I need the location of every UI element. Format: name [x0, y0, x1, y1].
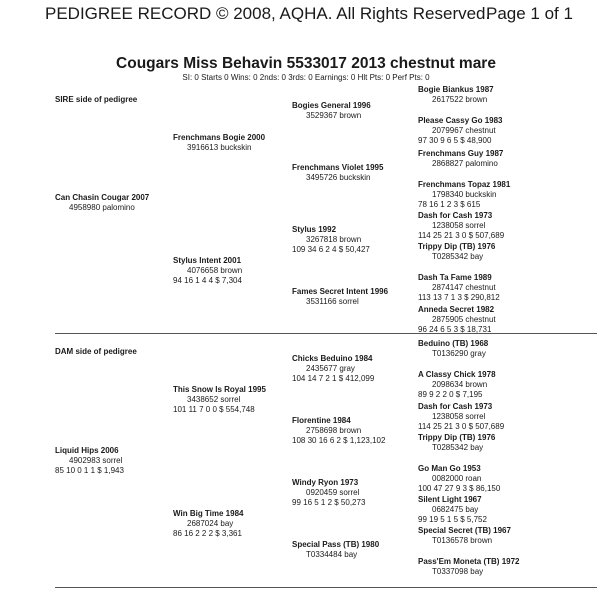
- sire-dam-horse: [173, 256, 242, 286]
- horse-name: Anneda Secret 1982: [418, 305, 495, 314]
- horse-name: Chicks Beduino 1984: [292, 354, 373, 363]
- horse-registration: 3438652 sorrel: [187, 395, 241, 404]
- bottom-divider: [55, 587, 597, 588]
- sire-g4-horse: [418, 273, 500, 303]
- horse-name: Dash for Cash 1973: [418, 402, 493, 411]
- horse-record: 86 16 2 2 2 $ 3,361: [173, 529, 242, 538]
- horse-record: 114 25 21 3 0 $ 507,689: [418, 422, 505, 431]
- dam-g4-horse: [418, 370, 496, 400]
- horse-record: 109 34 6 2 4 $ 50,427: [292, 245, 370, 254]
- dam-g4-horse: [418, 526, 511, 546]
- horse-name: Frenchmans Guy 1987: [418, 149, 504, 158]
- horse-record: 113 13 7 1 3 $ 290,812: [418, 293, 500, 302]
- horse-registration: 2435677 gray: [306, 364, 355, 373]
- horse-registration: 3529367 brown: [306, 111, 362, 120]
- horse-name: Frenchmans Violet 1995: [292, 163, 384, 172]
- horse-name: Trippy Dip (TB) 1976: [418, 433, 496, 442]
- horse-registration: 1798340 buckskin: [432, 190, 497, 199]
- horse-name: Special Pass (TB) 1980: [292, 540, 380, 549]
- horse-registration: T0337098 bay: [432, 567, 484, 576]
- horse-registration: 4958980 palomino: [69, 203, 135, 212]
- sire-g4-horse: [418, 85, 494, 105]
- horse-name: Dash Ta Fame 1989: [418, 273, 492, 282]
- sire-g3-horse: [292, 163, 383, 183]
- dam-side-label: DAM side of pedigree: [55, 347, 137, 356]
- horse-name: Frenchmans Topaz 1981: [418, 180, 511, 189]
- horse-name: Beduino (TB) 1968: [418, 339, 489, 348]
- horse-registration: 2079967 chestnut: [432, 126, 496, 135]
- horse-registration: 3495726 buckskin: [306, 173, 371, 182]
- horse-registration: 2758698 brown: [306, 426, 362, 435]
- horse-name: Liquid Hips 2006: [55, 446, 119, 455]
- horse-registration: 2875905 chestnut: [432, 315, 496, 324]
- horse-name: Special Secret (TB) 1967: [418, 526, 511, 535]
- horse-name: Florentine 1984: [292, 416, 351, 425]
- horse-name: A Classy Chick 1978: [418, 370, 496, 379]
- horse-name: Please Cassy Go 1983: [418, 116, 503, 125]
- dam-horse: [55, 446, 124, 476]
- horse-record: 114 25 21 3 0 $ 507,689: [418, 231, 505, 240]
- sire-g4-horse: [418, 116, 503, 146]
- dam-g4-horse: [418, 402, 504, 432]
- horse-record: 101 11 7 0 0 $ 554,748: [173, 405, 255, 414]
- horse-name: Dash for Cash 1973: [418, 211, 493, 220]
- sire-g4-horse: [418, 149, 503, 169]
- dam-g3-horse: [292, 478, 365, 508]
- dam-g3-horse: [292, 540, 379, 560]
- dam-g4-horse: [418, 464, 500, 494]
- horse-name: Trippy Dip (TB) 1976: [418, 242, 496, 251]
- horse-registration: T0136290 gray: [432, 349, 486, 358]
- document-header: PEDIGREE RECORD © 2008, AQHA. All Rights Reserved.: [45, 4, 491, 23]
- horse-registration: 2868827 palomino: [432, 159, 498, 168]
- horse-record: 85 10 0 1 1 $ 1,943: [55, 466, 124, 475]
- sire-g3-horse: [292, 287, 388, 307]
- sire-g4-horse: [418, 305, 496, 335]
- horse-title: Cougars Miss Behavin 5533017 2013 chestnut mare: [116, 55, 496, 72]
- horse-record: 99 16 5 1 2 $ 50,273: [292, 498, 366, 507]
- dam-g3-horse: [292, 354, 374, 384]
- horse-registration: 3531166 sorrel: [306, 297, 359, 306]
- horse-name: This Snow Is Royal 1995: [173, 385, 266, 394]
- dam-sire-horse: [173, 385, 266, 415]
- horse-registration: T0285342 bay: [432, 252, 484, 261]
- horse-registration: T0136578 brown: [432, 536, 493, 545]
- horse-registration: 2874147 chestnut: [432, 283, 496, 292]
- horse-name: Can Chasin Cougar 2007: [55, 193, 150, 202]
- horse-registration: T0285342 bay: [432, 443, 484, 452]
- horse-record: 104 14 7 2 1 $ 412,099: [292, 374, 375, 383]
- section-divider: [55, 333, 597, 334]
- sire-g3-horse: [292, 101, 371, 121]
- horse-record: 99 19 5 1 5 $ 5,752: [418, 515, 487, 524]
- horse-registration: 4902983 sorrel: [69, 456, 123, 465]
- horse-registration: T0334484 bay: [306, 550, 358, 559]
- horse-name: Go Man Go 1953: [418, 464, 481, 473]
- dam-dam-horse: [173, 509, 243, 539]
- horse-record: 100 47 27 9 3 $ 86,150: [418, 484, 501, 493]
- sire-g4-horse: [418, 180, 510, 210]
- horse-registration: 3916613 buckskin: [187, 143, 252, 152]
- horse-registration: 2617522 brown: [432, 95, 488, 104]
- horse-registration: 0682475 bay: [432, 505, 479, 514]
- horse-name: Silent Light 1967: [418, 495, 482, 504]
- horse-registration: 1238058 sorrel: [432, 221, 486, 230]
- horse-name: Stylus 1992: [292, 225, 337, 234]
- horse-registration: 3267818 brown: [306, 235, 362, 244]
- dam-g3-horse: [292, 416, 385, 446]
- horse-name: Bogies General 1996: [292, 101, 371, 110]
- horse-record: 108 30 16 6 2 $ 1,123,102: [292, 436, 386, 445]
- horse-registration: 0920459 sorrel: [306, 488, 360, 497]
- horse-name: Stylus Intent 2001: [173, 256, 242, 265]
- horse-name: Bogie Biankus 1987: [418, 85, 494, 94]
- horse-registration: 0082000 roan: [432, 474, 482, 483]
- dam-g4-horse: [418, 557, 520, 577]
- sire-g4-horse: [418, 211, 504, 241]
- horse-registration: 2098634 brown: [432, 380, 488, 389]
- sire-horse: [55, 193, 149, 213]
- dam-g4-horse: [418, 495, 487, 525]
- sire-side-label: SIRE side of pedigree: [55, 95, 138, 104]
- performance-stats: SI: 0 Starts 0 Wins: 0 2nds: 0 3rds: 0 Earnings: 0 Hlt Pts: 0 Perf Pts: 0: [182, 73, 430, 82]
- dam-g4-horse: [418, 339, 488, 359]
- horse-name: Fames Secret Intent 1996: [292, 287, 389, 296]
- sire-g3-horse: [292, 225, 370, 255]
- horse-record: 94 16 1 4 4 $ 7,304: [173, 276, 242, 285]
- horse-record: 78 16 1 2 3 $ 615: [418, 200, 481, 209]
- horse-record: 96 24 6 5 3 $ 18,731: [418, 325, 492, 334]
- dam-g4-horse: [418, 433, 495, 453]
- page-number: Page 1 of 1: [486, 4, 573, 23]
- horse-record: 89 9 2 2 0 $ 7,195: [418, 390, 483, 399]
- horse-name: Windy Ryon 1973: [292, 478, 359, 487]
- horse-record: 97 30 9 6 5 $ 48,900: [418, 136, 492, 145]
- horse-name: Pass'Em Moneta (TB) 1972: [418, 557, 520, 566]
- horse-registration: 2687024 bay: [187, 519, 234, 528]
- sire-sire-horse: [173, 133, 265, 153]
- horse-name: Frenchmans Bogie 2000: [173, 133, 266, 142]
- sire-g4-horse: [418, 242, 495, 262]
- horse-registration: 1238058 sorrel: [432, 412, 486, 421]
- horse-registration: 4076658 brown: [187, 266, 243, 275]
- horse-name: Win Big Time 1984: [173, 509, 244, 518]
